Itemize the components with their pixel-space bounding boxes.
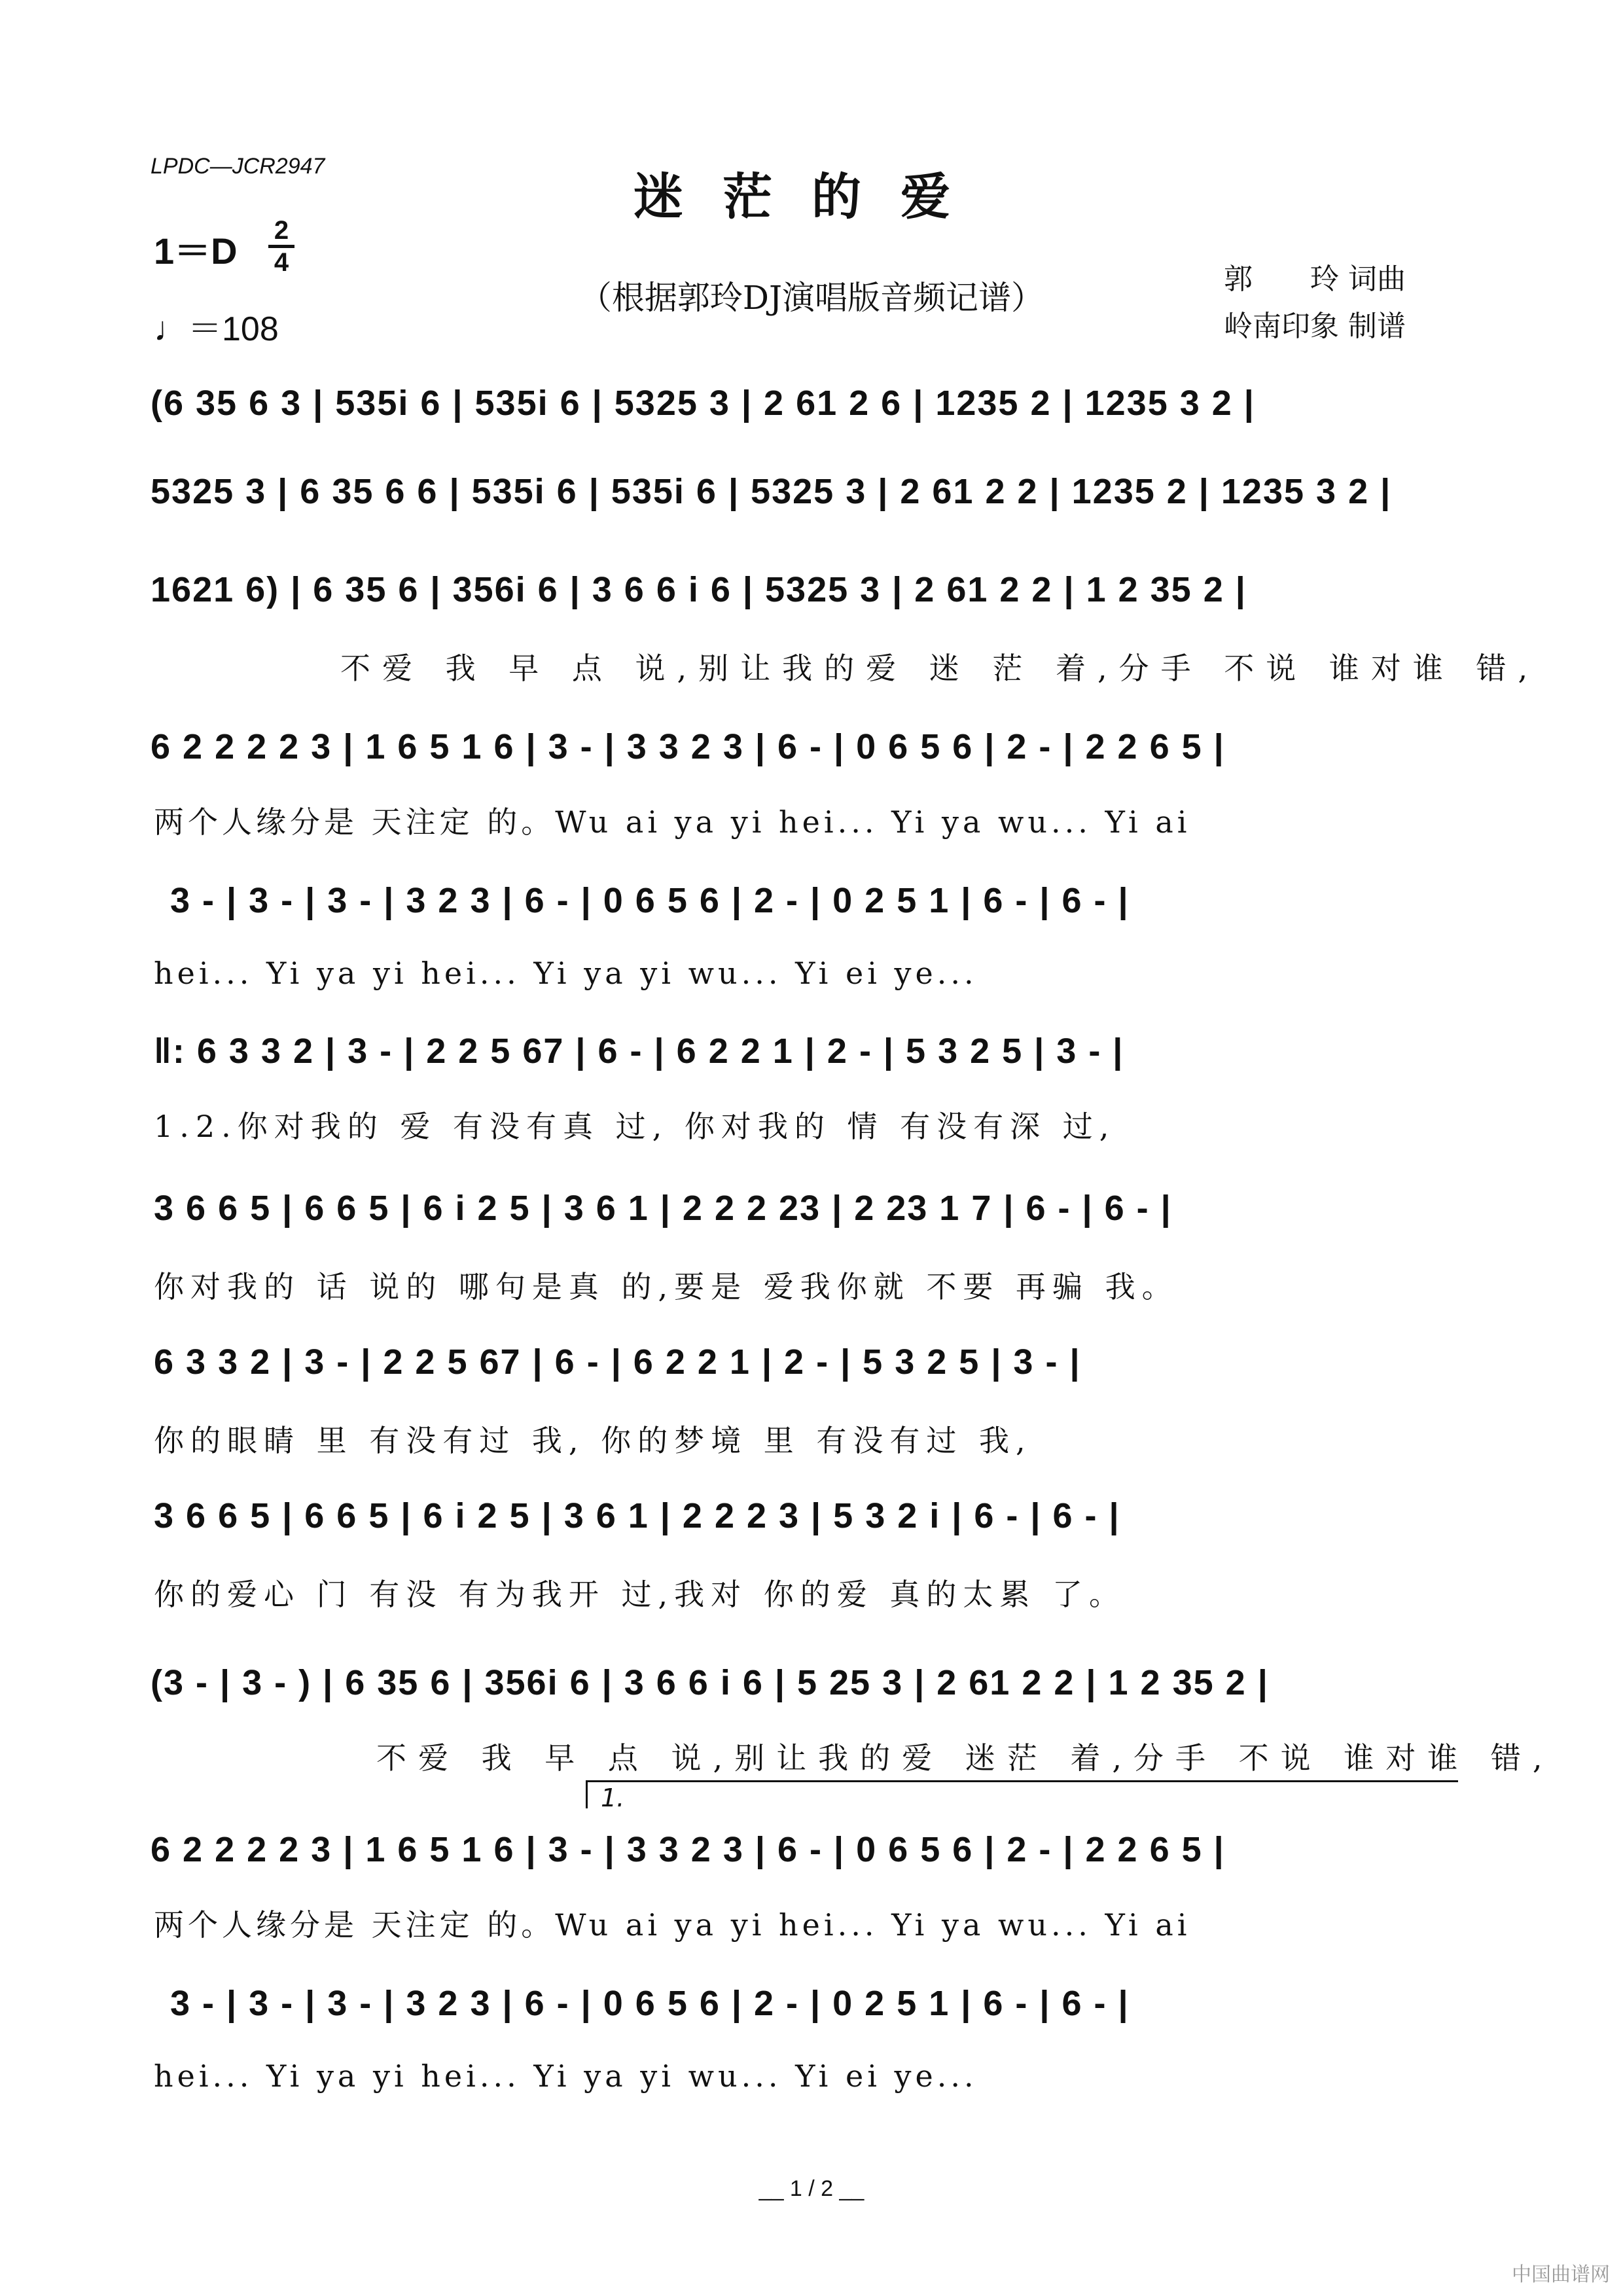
- first-ending-bracket: [586, 1780, 1458, 1812]
- subtitle: （根据郭玲DJ演唱版音频记谱）: [579, 279, 1044, 317]
- system-11-music: 6 2 2 2 2 3 | 1 6 5 1 6 | 3 - | 3 3 2 3 | 6 - | 0 6 5 6 | 2 - | 2 2 6 5 |: [151, 1830, 1225, 1869]
- system-10-lyric: 不爱 我 早 点 说,别让我的爱 迷茫 着,分手 不说 谁对谁 错,: [376, 1740, 1554, 1776]
- system-7-lyric: 你对我的 话 说的 哪句是真 的,要是 爱我你就 不要 再骗 我。: [154, 1269, 1179, 1304]
- system-8-lyric: 你的眼睛 里 有没有过 我, 你的梦境 里 有没有过 我,: [154, 1423, 1032, 1458]
- system-4-music: 6 2 2 2 2 3 | 1 6 5 1 6 | 3 - | 3 3 2 3 | 6 - | 0 6 5 6 | 2 - | 2 2 6 5 |: [151, 727, 1225, 766]
- system-12-music: 3 - | 3 - | 3 - | 3 2 3 | 6 - | 0 6 5 6 | 2 - | 0 2 5 1 | 6 - | 6 - |: [170, 1984, 1130, 2023]
- system-3-lyric: 不爱 我 早 点 说,别让我的爱 迷 茫 着,分手 不说 谁对谁 错,: [340, 651, 1540, 686]
- key-signature: 1＝D: [154, 230, 238, 272]
- time-denominator: 4: [274, 248, 289, 277]
- volta-label: 1.: [601, 1784, 625, 1812]
- time-signature: [268, 217, 294, 276]
- system-6-lyric: 1.2.你对我的 爱 有没有真 过, 你对我的 情 有没有深 过,: [154, 1109, 1116, 1144]
- system-2-music: 5325 3 | 6 35 6 6 | 535i 6 | 535i 6 | 5325 3 | 2 61 2 2 | 1235 2 | 1235 3 2 |: [151, 472, 1392, 511]
- system-9-lyric: 你的爱心 门 有没 有为我开 过,我对 你的爱 真的太累 了。: [154, 1577, 1126, 1612]
- system-9-music: 3 6 6 5 | 6 6 5 | 6 i 2 5 | 3 6 1 | 2 2 2 3 | 5 3 2 i | 6 - | 6 - |: [154, 1496, 1120, 1535]
- system-5-lyric: hei... Yi ya yi hei... Yi ya yi wu... Yi ei ye...: [154, 956, 978, 991]
- tempo-marking: ♩＝108: [154, 310, 279, 348]
- system-10-music: (3 - | 3 - ) | 6 35 6 | 356i 6 | 3 6 6 i 6 | 5 25 3 | 2 61 2 2 | 1 2 35 2 |: [151, 1663, 1269, 1702]
- system-5-music: 3 - | 3 - | 3 - | 3 2 3 | 6 - | 0 6 5 6 | 2 - | 0 2 5 1 | 6 - | 6 - |: [170, 881, 1130, 920]
- system-11-lyric: 两个人缘分是 天注定 的。Wu ai ya yi hei... Yi ya wu... Yi ai: [154, 1907, 1191, 1943]
- system-7-music: 3 6 6 5 | 6 6 5 | 6 i 2 5 | 3 6 1 | 2 2 2 23 | 2 23 1 7 | 6 - | 6 - |: [154, 1189, 1172, 1228]
- lyrics-credit: 郭 玲 词曲: [1224, 262, 1406, 296]
- time-numerator: 2: [274, 216, 289, 245]
- system-12-lyric: hei... Yi ya yi hei... Yi ya yi wu... Yi ei ye...: [154, 2058, 978, 2094]
- page-number: __ 1 / 2 __: [758, 2176, 865, 2201]
- score-credit: 岭南印象 制谱: [1224, 310, 1406, 343]
- system-3-music: 1621 6) | 6 35 6 | 356i 6 | 3 6 6 i 6 | 5325 3 | 2 61 2 2 | 1 2 35 2 |: [151, 570, 1247, 609]
- song-title: 迷茫的爱: [633, 168, 990, 226]
- system-4-lyric: 两个人缘分是 天注定 的。Wu ai ya yi hei... Yi ya wu... Yi ai: [154, 804, 1191, 840]
- system-8-music: 6 3 3 2 | 3 - | 2 2 5 67 | 6 - | 6 2 2 1 | 2 - | 5 3 2 5 | 3 - |: [154, 1342, 1081, 1382]
- system-6-music: ‖: 6 3 3 2 | 3 - | 2 2 5 67 | 6 - | 6 2 2 1 | 2 - | 5 3 2 5 | 3 - |: [154, 1031, 1124, 1071]
- system-1-music: (6 35 6 3 | 535i 6 | 535i 6 | 5325 3 | 2 61 2 6 | 1235 2 | 1235 3 2 |: [151, 384, 1255, 423]
- score-code: LPDC—JCR2947: [151, 154, 325, 179]
- site-logo: 中国曲谱网: [1512, 2263, 1610, 2286]
